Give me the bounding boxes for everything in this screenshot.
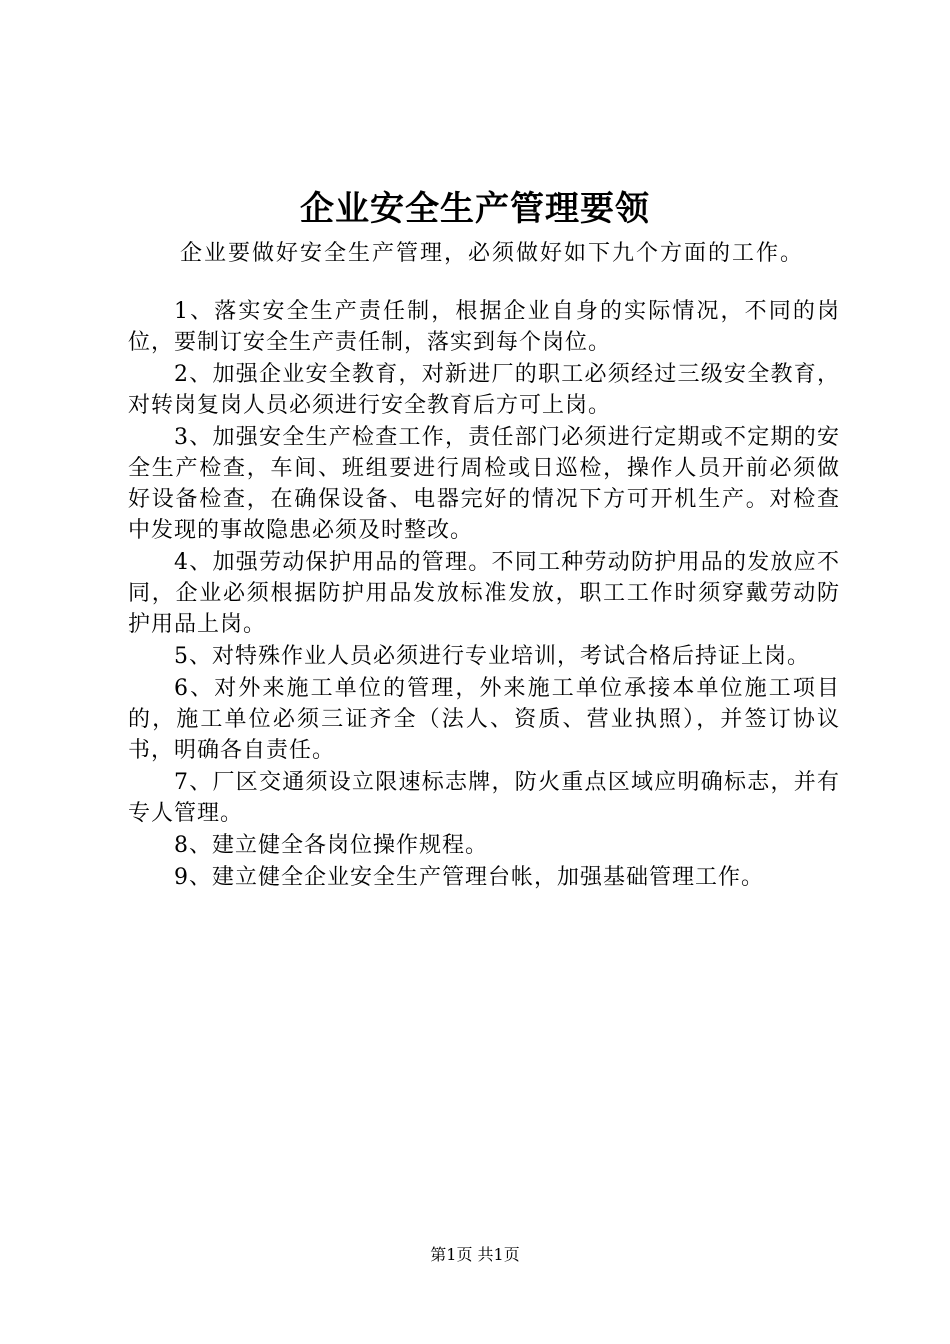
intro-paragraph: 企业要做好安全生产管理，必须做好如下九个方面的工作。 [180,241,805,266]
document-title: 企业安全生产管理要领 [300,189,650,229]
paragraph-1: 1、落实安全生产责任制，根据企业自身的实际情况，不同的岗位，要制订安全生产责任制，落实到每个岗位。 [128,299,840,355]
paragraph-4: 4、加强劳动保护用品的管理。不同工种劳动防护用品的发放应不同，企业必须根据防护用品发放标准发放，职工工作时须穿戴劳动防护用品上岗。 [128,550,840,637]
document-body [128,296,840,894]
paragraph-7: 7、厂区交通须设立限速标志牌，防火重点区域应明确标志，并有专人管理。 [128,770,840,826]
paragraph-5: 5、对特殊作业人员必须进行专业培训，考试合格后持证上岗。 [174,644,810,669]
paragraph-9: 9、建立健全企业安全生产管理台帐，加强基础管理工作。 [174,865,764,890]
paragraph-6: 6、对外来施工单位的管理，外来施工单位承接本单位施工项目的，施工单位必须三证齐全（法人、资质、营业执照），并签订协议书，明确各自责任。 [128,676,840,763]
paragraph-2: 2、加强企业安全教育，对新进厂的职工必须经过三级安全教育，对转岗复岗人员必须进行安全教育后方可上岗。 [128,362,840,418]
paragraph-3: 3、加强安全生产检查工作，责任部门必须进行定期或不定期的安全生产检查，车间、班组要进行周检或日巡检，操作人员开前必须做好设备检查，在确保设备、电器完好的情况下方可开机生产。对检查中发现的事故隐患必须及时整改。 [128,425,840,543]
paragraph-8: 8、建立健全各岗位操作规程。 [174,833,488,858]
page-footer: 第1页 共1页 [430,1245,520,1264]
